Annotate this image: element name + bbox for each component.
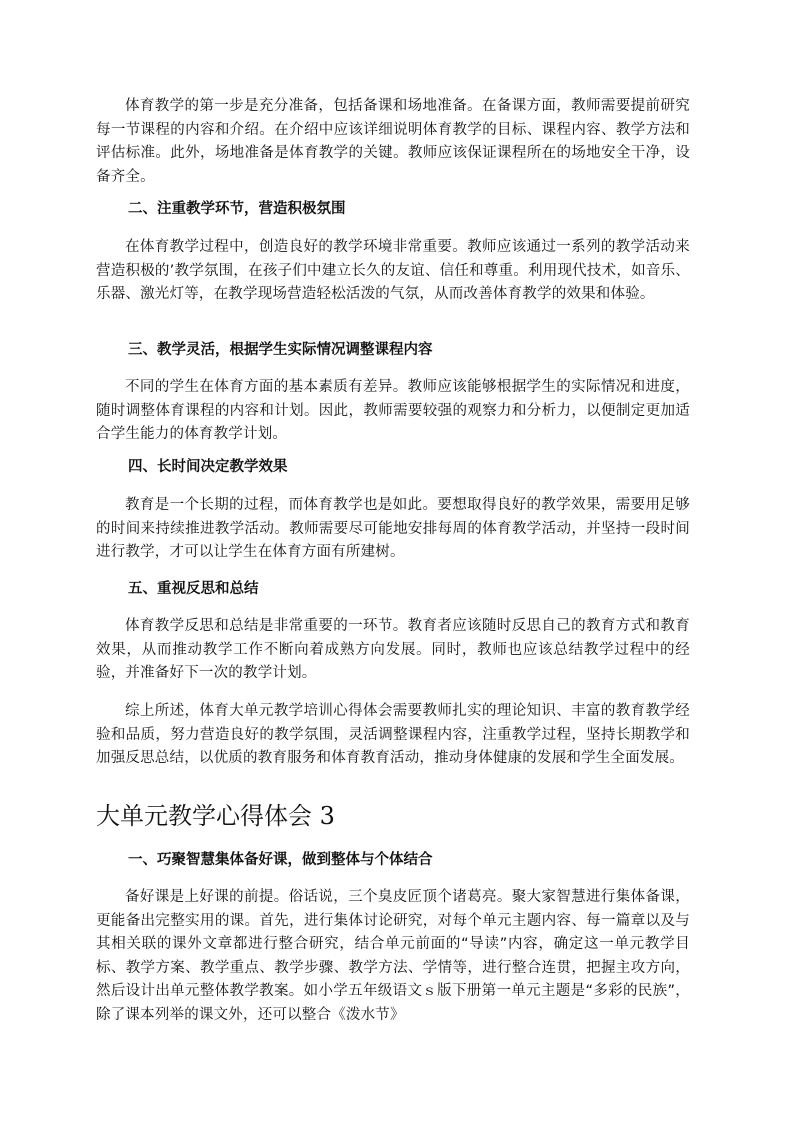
- heading-long-term-effect: 四、长时间决定教学效果: [128, 459, 288, 475]
- heading-reflection: 五、重视反思和总结: [128, 581, 259, 597]
- paragraph-reflection: 体育教学反思和总结是非常重要的一环节。教育者应该随时反思自己的教育方式和教育效果，从而推动教学工作不断向着成熟方向发展。同时，教师也应该总结教学过程中的经验，并准备好下一次的教学计划。: [96, 618, 690, 681]
- heading-teaching-environment: 二、注重教学环节，营造积极氛围: [128, 201, 346, 217]
- heading-flexible-teaching: 三、教学灵活，根据学生实际情况调整课程内容: [128, 342, 433, 358]
- paragraph-preparation: 体育教学的第一步是充分准备，包括备课和场地准备。在备课方面，教师需要提前研究每一节课程的内容和介绍。在介绍中应该详细说明体育教学的目标、课程内容、教学方法和评估标准。此外，场地准备是体育教学的关键。教师应该保证课程所在的场地安全干净，设备齐全。: [96, 98, 690, 185]
- heading-collective-lesson-prep: 一、巧聚智慧集体备好课，做到整体与个体结合: [128, 852, 433, 868]
- paragraph-summary: 综上所述，体育大单元教学培训心得体会需要教师扎实的理论知识、丰富的教育教学经验和品质，努力营造良好的教学氛围，灵活调整课程内容，注重教学过程，坚持长期教学和加强反思总结，以优质的教育服务和体育教育活动，推动身体健康的发展和学生全面发展。: [96, 703, 690, 766]
- paragraph-teaching-environment: 在体育教学过程中，创造良好的教学环境非常重要。教师应该通过一系列的教学活动来营造积极的’教学氛围，在孩子们中建立长久的友谊、信任和尊重。利用现代技术，如音乐、乐器、激光灯等，在教学现场营造轻松活泼的气氛，从而改善体育教学的效果和体验。: [96, 239, 690, 302]
- paragraph-long-term-effect: 教育是一个长期的过程，而体育教学也是如此。要想取得良好的教学效果，需要用足够的时间来持续推进教学活动。教师需要尽可能地安排每周的体育教学活动，并坚持一段时间进行教学，才可以让学生在体育方面有所建树。: [96, 497, 690, 560]
- paragraph-collective-lesson-prep: 备好课是上好课的前提。俗话说，三个臭皮匠顶个诸葛亮。聚大家智慧进行集体备课，更能备出完整实用的课。首先，进行集体讨论研究，对每个单元主题内容、每一篇章以及与其相关联的课外文章都进行整合研究，结合单元前面的“导读”内容，确定这一单元教学目标、教学方案、教学重点、教学步骤、教学方法、学情等，进行整合连贯，把握主攻方向，然后设计出单元整体教学教案。如小学五年级语文ｓ版下册第一单元主题是“多彩的民族”，除了课本列举的课文外，还可以整合《泼水节》: [96, 889, 690, 1023]
- section-title: 大单元教学心得体会 3: [96, 802, 335, 830]
- paragraph-flexible-teaching: 不同的学生在体育方面的基本素质有差异。教师应该能够根据学生的实际情况和进度，随时调整体育课程的内容和计划。因此，教师需要较强的观察力和分析力，以便制定更加适合学生能力的体育教学计划。: [96, 379, 690, 442]
